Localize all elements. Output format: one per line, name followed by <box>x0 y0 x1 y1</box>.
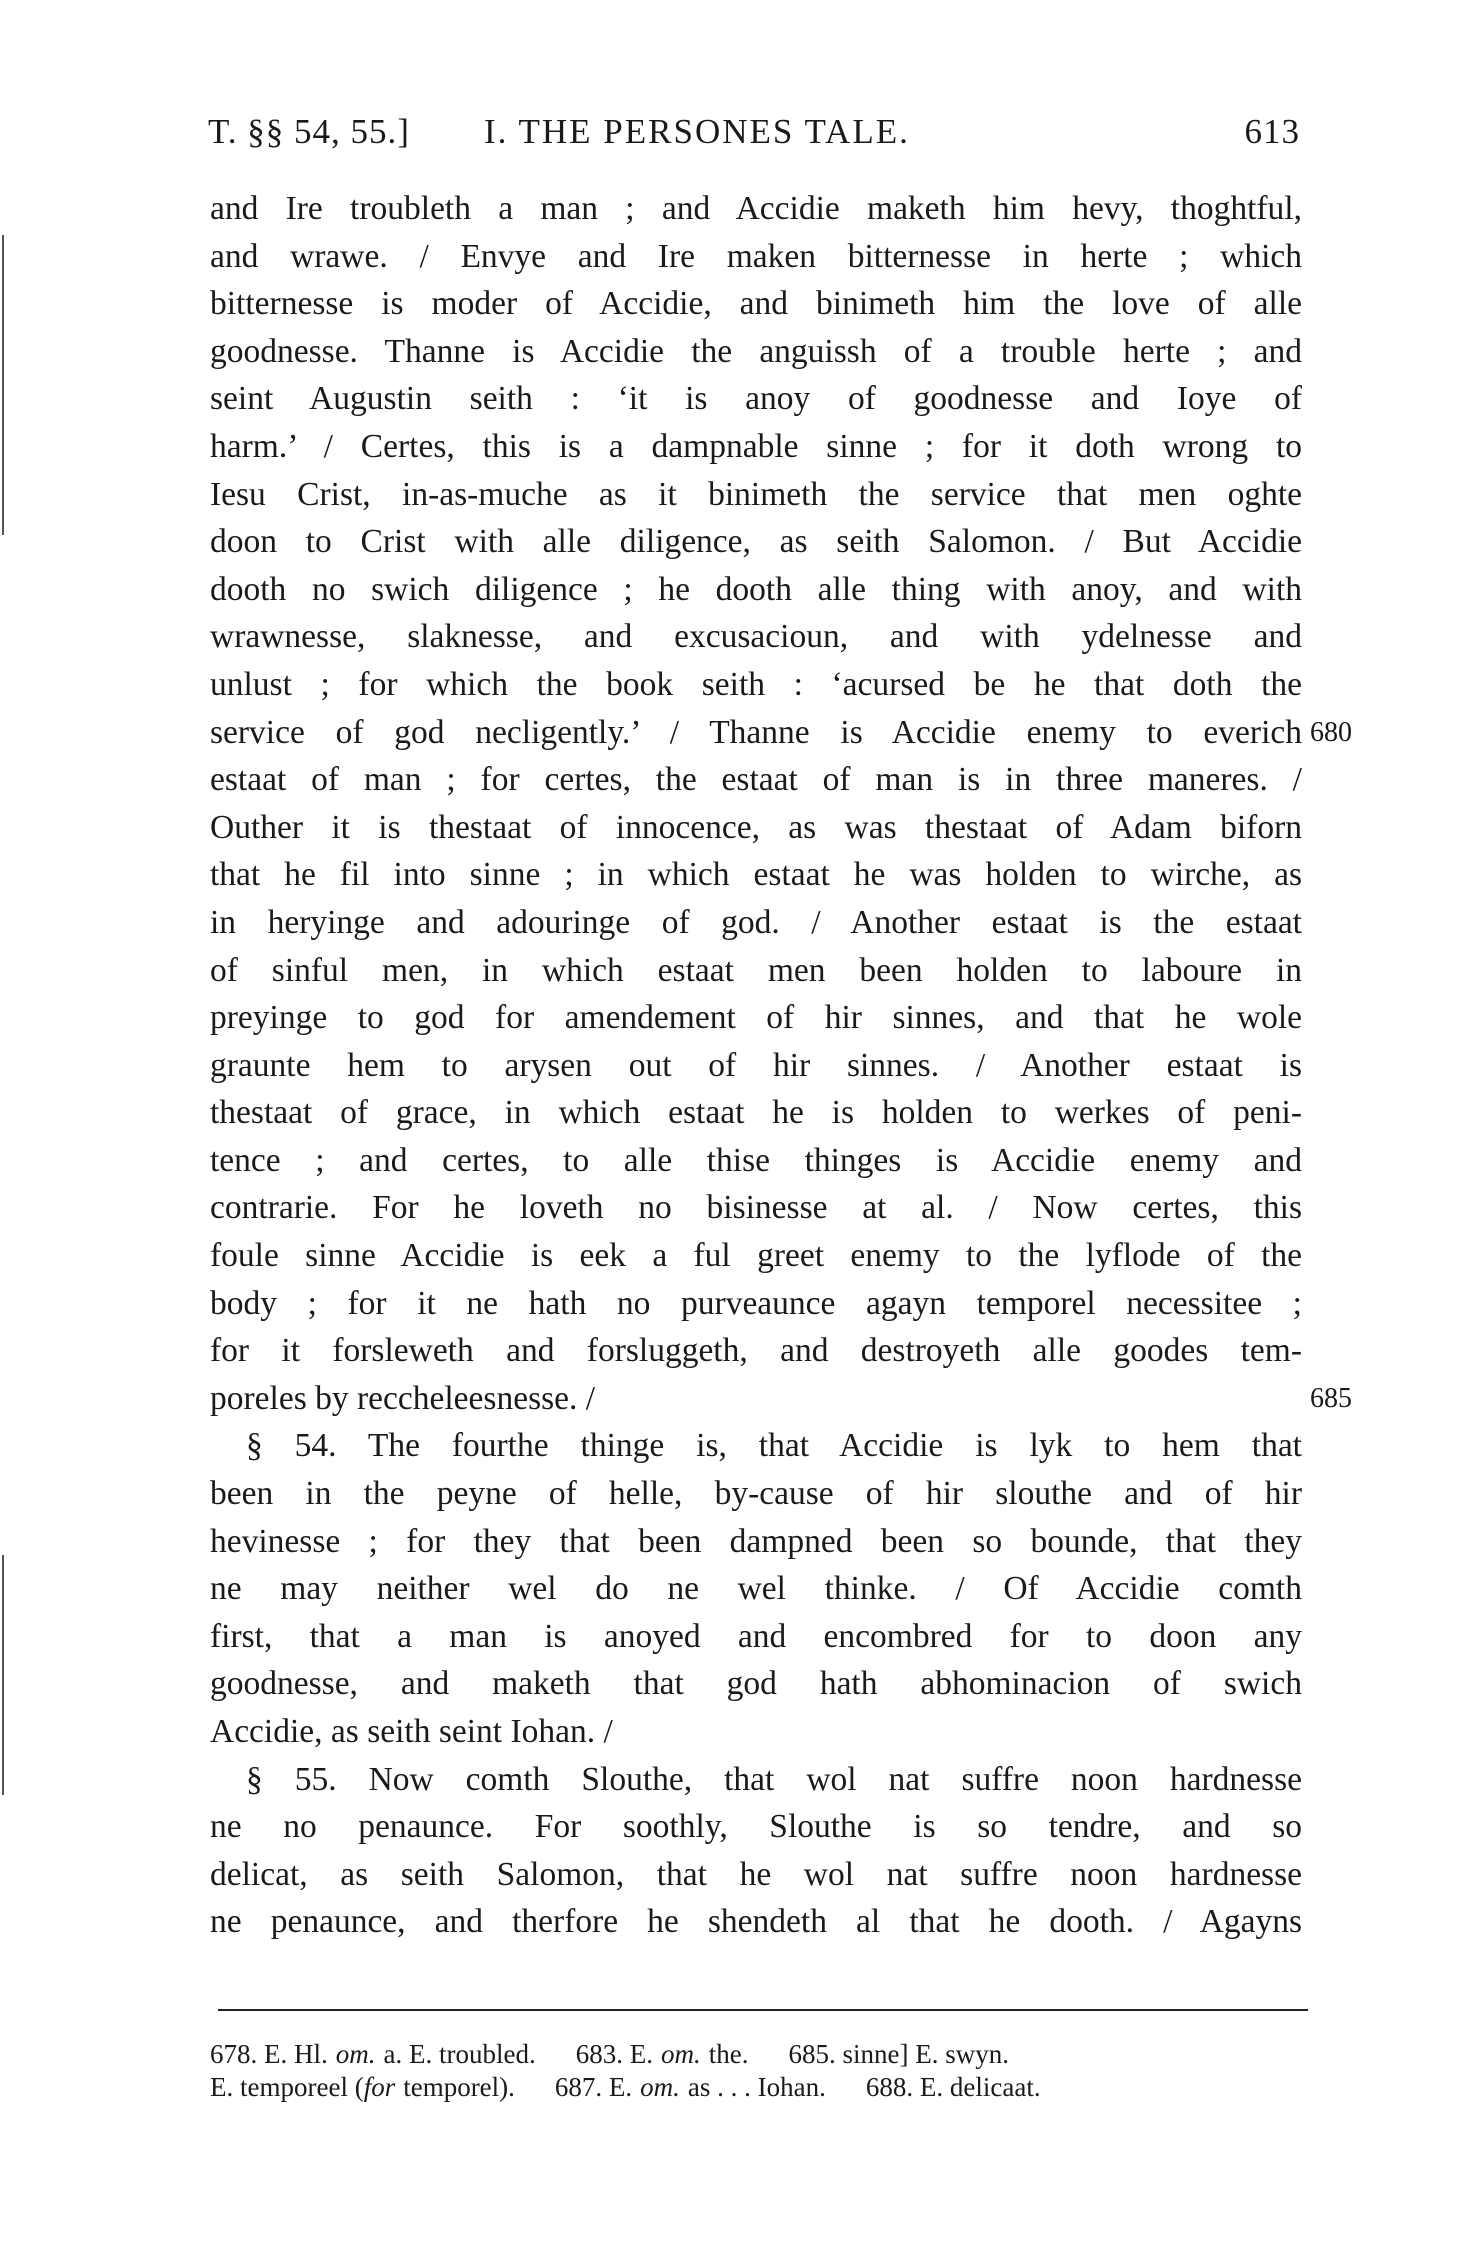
footnote-rule <box>218 2009 1308 2011</box>
text-line <box>210 1280 1302 1328</box>
running-title: I. THE PERSONES TALE. <box>484 112 910 151</box>
line-text: estaat of man ; for certes, the estaat of man is in three maneres. / <box>210 761 1302 799</box>
line-text: Iesu Crist, in-as-muche as it binimeth the service that men oghte <box>210 475 1302 513</box>
text-line <box>210 1660 1302 1708</box>
footnote-text: temporel). <box>403 2072 515 2102</box>
text-line <box>210 518 1302 566</box>
line-text: ne may neither wel do ne wel thinke. / Of Accidie comth <box>210 1570 1302 1608</box>
line-text: harm.’ / Certes, this is a dampnable sinne ; for it doth wrong to <box>210 427 1302 465</box>
line-text: seint Augustin seith : ‘it is anoy of goodnesse and Ioye of <box>210 380 1302 418</box>
line-text: goodnesse, and maketh that god hath abhominacion of swich <box>210 1665 1302 1703</box>
text-line <box>210 185 1302 233</box>
line-text: body ; for it ne hath no purveaunce agayn temporel necessitee ; <box>210 1284 1302 1322</box>
text-line <box>210 566 1302 614</box>
footnote-ref: 687. E. <box>554 2072 633 2102</box>
footnote <box>866 2071 1041 2104</box>
footnote <box>788 2038 1008 2071</box>
text-line <box>210 1613 1302 1661</box>
footnote-text: a. E. troubled. <box>383 2039 536 2069</box>
line-number: 685 <box>1310 1382 1352 1414</box>
text-line <box>210 1708 1302 1756</box>
text-line <box>210 280 1302 328</box>
page-number: 613 <box>1244 112 1300 151</box>
line-text: contrarie. For he loveth no bisinesse at al. / Now certes, this <box>210 1189 1302 1227</box>
line-text: foule sinne Accidie is eek a ful greet enemy to the lyflode of the <box>210 1237 1302 1275</box>
text-line <box>210 756 1302 804</box>
text-line <box>210 328 1302 376</box>
footnote-ref: E. temporeel ( <box>210 2072 364 2102</box>
footnote-ref: 683. E. <box>575 2039 653 2069</box>
line-text: Accidie, as seith seint Iohan. / <box>210 1713 613 1750</box>
line-text: that he fil into sinne ; in which estaat he was holden to wirche, as <box>210 856 1302 894</box>
line-text: poreles by reccheleesnesse. / <box>210 1379 596 1417</box>
section-reference: T. §§ 54, 55.] <box>208 112 410 151</box>
line-text: § 54. The fourthe thinge is, that Accidie is lyk to hem that <box>246 1427 1302 1465</box>
footnote <box>210 2038 536 2071</box>
text-line <box>210 1089 1302 1137</box>
line-text: hevinesse ; for they that been dampned been so bounde, that they <box>210 1522 1302 1560</box>
line-text: preyinge to god for amendement of hir sinnes, and that he wole <box>210 999 1302 1037</box>
line-text: doon to Crist with alle diligence, as seith Salomon. / But Accidie <box>210 523 1302 561</box>
footnote-ref: 688. E. delicaat. <box>865 2072 1041 2102</box>
line-text: in heryinge and adouringe of god. / Another estaat is the estaat <box>210 903 1302 941</box>
line-text: ne penaunce, and therfore he shendeth al that he dooth. / Agayns <box>210 1903 1302 1941</box>
text-line <box>210 1756 1302 1804</box>
line-text: delicat, as seith Salomon, that he wol nat suffre noon hardnesse <box>210 1855 1302 1893</box>
text-line <box>210 1470 1302 1518</box>
text-line <box>210 899 1302 947</box>
text-line <box>210 709 1352 757</box>
footnote-emphasis: for <box>363 2072 396 2102</box>
footnote-ref: 678. E. Hl. <box>210 2039 328 2069</box>
text-line <box>210 1803 1302 1851</box>
line-text: and Ire troubleth a man ; and Accidie maketh him hevy, thoghtful, <box>210 190 1302 227</box>
footnote <box>576 2038 749 2071</box>
line-text: unlust ; for which the book seith : ‘acursed be he that doth the <box>210 665 1302 703</box>
line-text: first, that a man is anoyed and encombred for to doon any <box>210 1617 1302 1655</box>
line-text: service of god necligently.’ / Thanne is Accidie enemy to everich <box>210 713 1302 751</box>
footnote-line <box>210 2038 1310 2071</box>
text-line <box>210 804 1302 852</box>
footnote <box>555 2071 826 2104</box>
footnote-ref: 685. sinne] E. swyn. <box>788 2039 1009 2069</box>
line-text: been in the peyne of helle, by-cause of hir slouthe and of hir <box>210 1475 1302 1513</box>
line-text: ne no penaunce. For soothly, Slouthe is so tendre, and so <box>210 1808 1302 1846</box>
footnote-emphasis: om. <box>640 2072 680 2102</box>
line-text: bitternesse is moder of Accidie, and binimeth him the love of alle <box>210 285 1302 323</box>
text-line <box>210 1184 1302 1232</box>
line-text: wrawnesse, slaknesse, and excusacioun, and with ydelnesse and <box>210 618 1302 656</box>
footnote-emphasis: om. <box>335 2039 376 2069</box>
text-line <box>210 1327 1302 1375</box>
line-text: § 55. Now comth Slouthe, that wol nat suffre noon hardnesse <box>246 1760 1302 1798</box>
text-line <box>210 423 1302 471</box>
text-line <box>210 1565 1302 1613</box>
line-text: for it forsleweth and forsluggeth, and destroyeth alle goodes tem- <box>210 1332 1302 1370</box>
footnotes <box>210 2038 1310 2104</box>
footnote-line <box>210 2071 1310 2104</box>
text-line <box>210 613 1302 661</box>
line-text: goodnesse. Thanne is Accidie the anguissh of a trouble herte ; and <box>210 332 1302 370</box>
footnote-text: the. <box>708 2039 749 2069</box>
text-line <box>210 1898 1302 1946</box>
text-line <box>210 1851 1302 1899</box>
text-line <box>210 471 1302 519</box>
text-line <box>210 1422 1302 1470</box>
text-line <box>210 994 1302 1042</box>
line-text: of sinful men, in which estaat men been holden to laboure in <box>210 951 1302 989</box>
line-text: dooth no swich diligence ; he dooth alle thing with anoy, and with <box>210 570 1302 608</box>
line-number: 680 <box>1310 716 1352 748</box>
text-line <box>210 1518 1302 1566</box>
margin-rule <box>2 1555 4 1795</box>
running-header <box>208 112 1300 164</box>
line-text: thestaat of grace, in which estaat he is holden to werkes of peni- <box>210 1094 1302 1132</box>
footnote-emphasis: om. <box>660 2039 701 2069</box>
line-text: Outher it is thestaat of innocence, as was thestaat of Adam biforn <box>210 808 1302 846</box>
body-text <box>210 185 1352 1946</box>
text-line <box>210 1375 1352 1423</box>
line-text: graunte hem to arysen out of hir sinnes. / Another estaat is <box>210 1046 1302 1084</box>
margin-rule <box>2 235 4 535</box>
text-line <box>210 233 1302 281</box>
line-text: tence ; and certes, to alle thise thinges is Accidie enemy and <box>210 1141 1302 1179</box>
text-line <box>210 947 1302 995</box>
text-line <box>210 661 1302 709</box>
text-line <box>210 375 1302 423</box>
text-line <box>210 851 1302 899</box>
text-line <box>210 1137 1302 1185</box>
text-line <box>210 1042 1302 1090</box>
footnote <box>210 2071 515 2104</box>
footnote-text: as . . . Iohan. <box>687 2072 826 2102</box>
text-line <box>210 1232 1302 1280</box>
line-text: and wrawe. / Envye and Ire maken bitternesse in herte ; which <box>210 237 1302 275</box>
